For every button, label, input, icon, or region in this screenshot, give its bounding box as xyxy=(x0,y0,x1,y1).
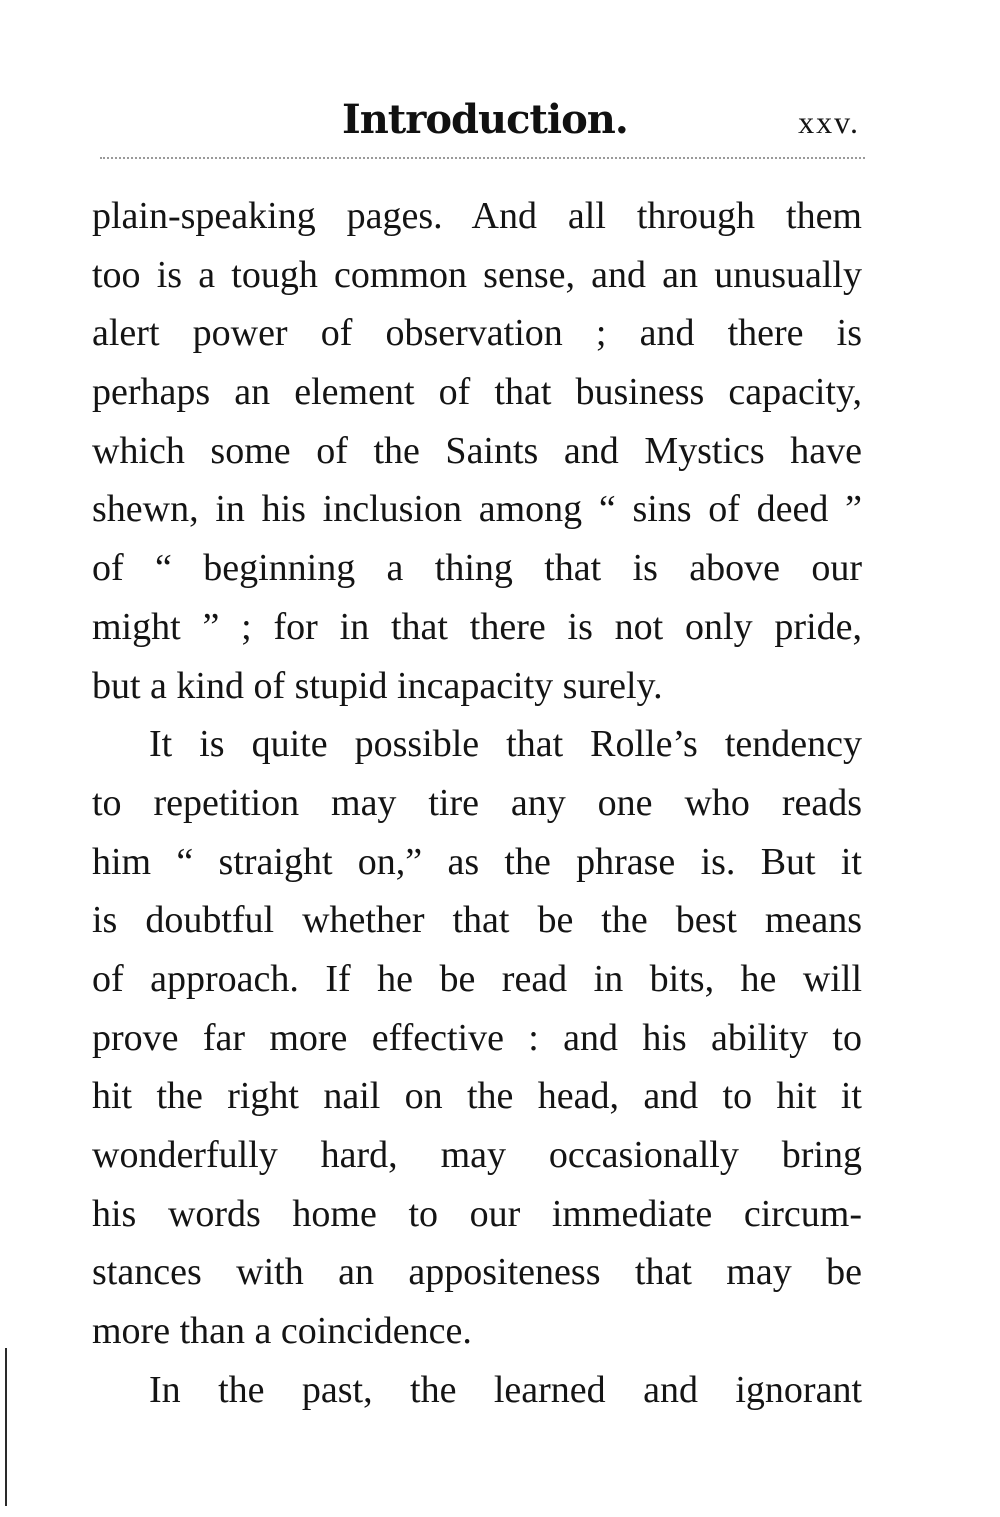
text-line: is doubtful whether that be the best means xyxy=(92,899,862,942)
paragraph-end-line: but a kind of stupid incapacity surely. xyxy=(92,664,663,707)
paragraph-end-line: more than a coincidence. xyxy=(92,1310,472,1353)
running-head xyxy=(0,92,1000,152)
paragraph-start-line: It is quite possible that Rolle’s tendency xyxy=(149,723,862,766)
header-divider xyxy=(100,157,865,159)
text-line: him “ straight on,” as the phrase is. But it xyxy=(92,840,862,883)
text-line: perhaps an element of that business capacity, xyxy=(92,371,862,414)
text-line: prove far more effective : and his ability to xyxy=(92,1016,862,1059)
text-line: stances with an appositeness that may be xyxy=(92,1251,862,1294)
text-line: his words home to our immediate circum- xyxy=(92,1192,862,1235)
text-line: which some of the Saints and Mystics have xyxy=(92,429,862,472)
body-text xyxy=(92,187,862,1419)
text-line: to repetition may tire any one who reads xyxy=(92,781,862,824)
text-line: too is a tough common sense, and an unusually xyxy=(92,253,862,296)
paragraph-start-line: In the past, the learned and ignorant xyxy=(149,1368,862,1411)
text-line: might ” ; for in that there is not only pride, xyxy=(92,605,862,648)
page-title: Introduction. xyxy=(342,96,628,143)
text-line: wonderfully hard, may occasionally bring xyxy=(92,1134,862,1176)
text-line: hit the right nail on the head, and to hit it xyxy=(92,1075,862,1118)
scan-edge-mark xyxy=(5,1348,7,1506)
text-line: of approach. If he be read in bits, he will xyxy=(92,957,862,1000)
text-line: alert power of observation ; and there is xyxy=(92,312,862,355)
text-line: shewn, in his inclusion among “ sins of deed ” xyxy=(92,488,862,531)
text-line: of “ beginning a thing that is above our xyxy=(92,547,862,590)
text-line: plain-speaking pages. And all through them xyxy=(92,195,862,237)
page-number: xxv. xyxy=(798,104,860,140)
